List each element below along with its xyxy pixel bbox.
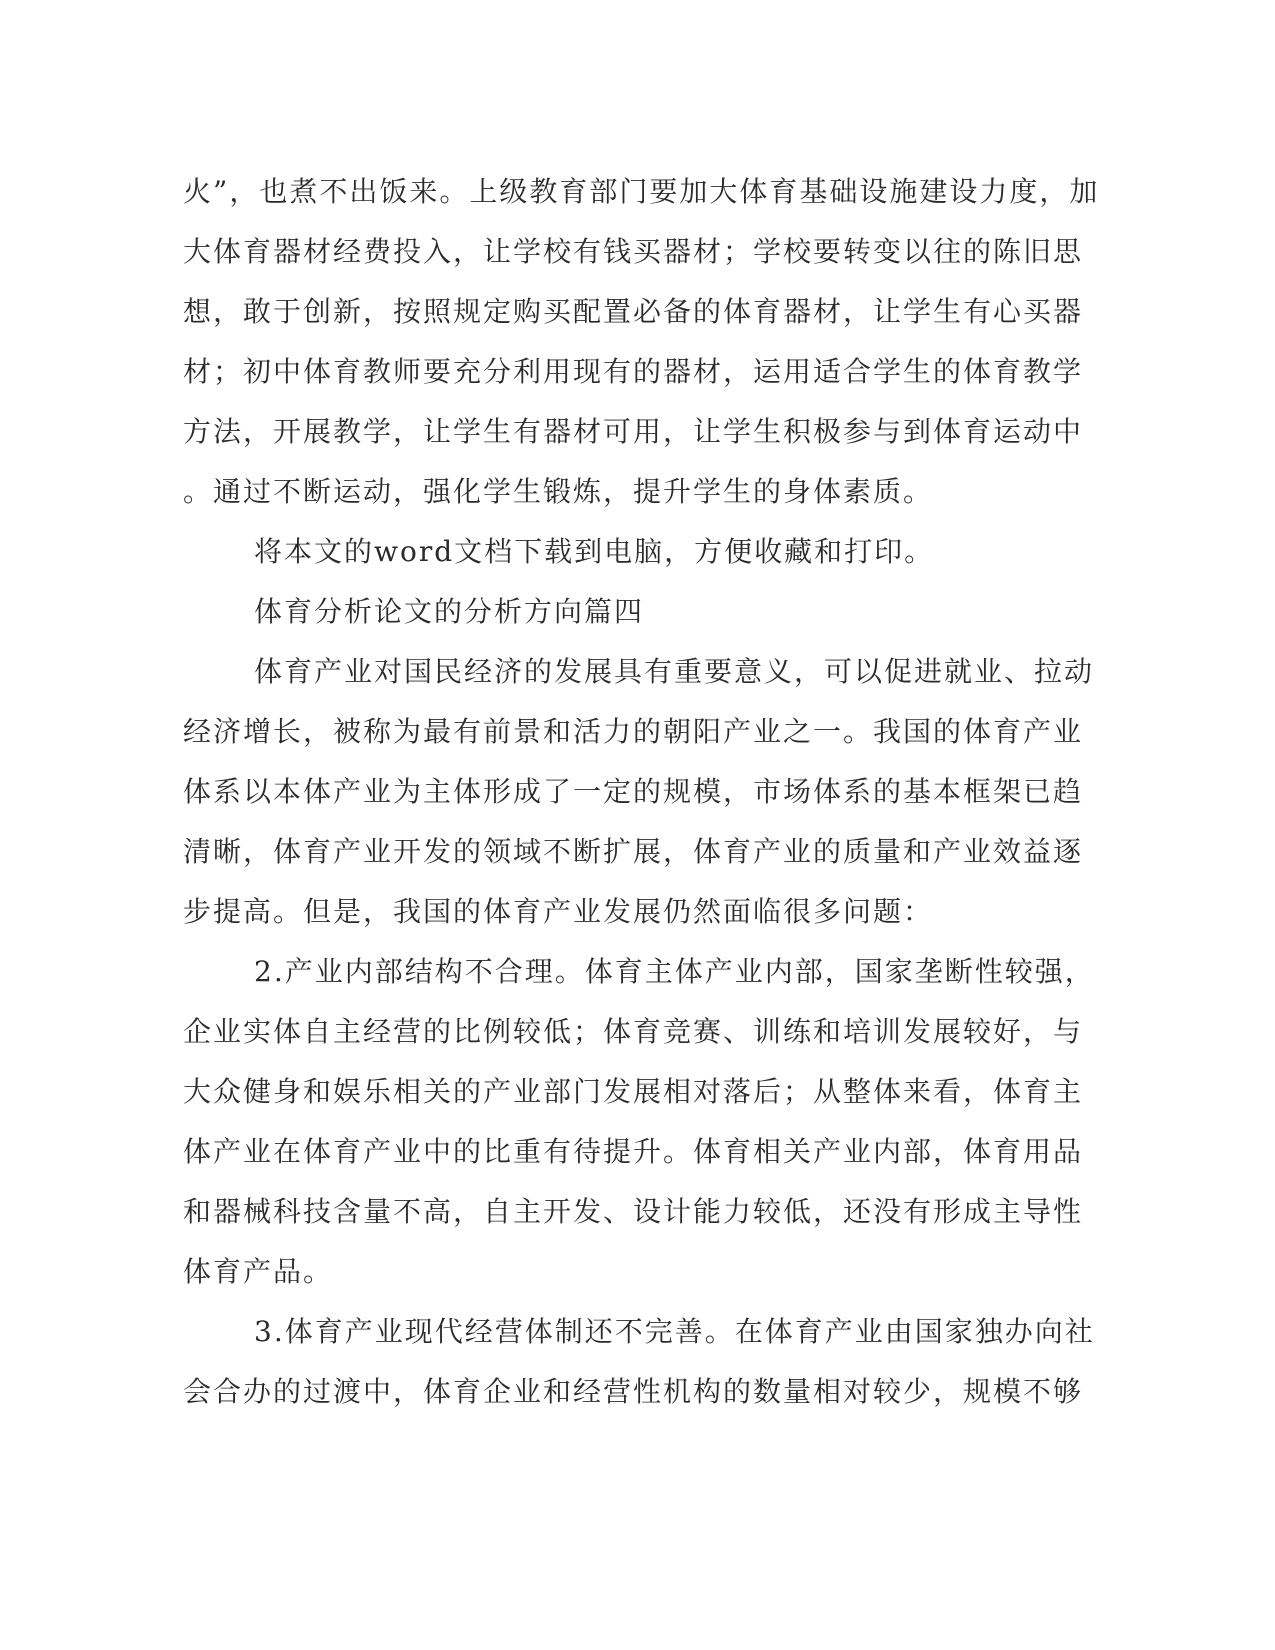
text-line: 方法，开展教学，让学生有器材可用，让学生积极参与到体育运动中 <box>183 415 1084 448</box>
document-body <box>183 162 1100 1422</box>
download-notice: 将本文的word文档下载到电脑，方便收藏和打印。 <box>254 535 935 568</box>
paragraph-start: 体育产业对国民经济的发展具有重要意义，可以促进就业、拉动 <box>254 655 1095 688</box>
text-line: 会合办的过渡中，体育企业和经营性机构的数量相对较少，规模不够 <box>183 1375 1084 1408</box>
text-line: 步提高。但是，我国的体育产业发展仍然面临很多问题： <box>183 895 934 928</box>
paragraph-start: 2.产业内部结构不合理。体育主体产业内部，国家垄断性较强， <box>254 955 1095 988</box>
text-line: 体育产品。 <box>183 1255 334 1288</box>
text-line: 企业实体自主经营的比例较低；体育竞赛、训练和培训发展较好，与 <box>183 1015 1084 1048</box>
text-line: 大众健身和娱乐相关的产业部门发展相对落后；从整体来看，体育主 <box>183 1075 1084 1108</box>
section-heading: 体育分析论文的分析方向篇四 <box>254 595 645 628</box>
text-line: 和器械科技含量不高，自主开发、设计能力较低，还没有形成主导性 <box>183 1195 1084 1228</box>
text-line: 清晰，体育产业开发的领域不断扩展，体育产业的质量和产业效益逐 <box>183 835 1084 868</box>
text-line: 经济增长，被称为最有前景和活力的朝阳产业之一。我国的体育产业 <box>183 715 1084 748</box>
text-line: 体产业在体育产业中的比重有待提升。体育相关产业内部，体育用品 <box>183 1135 1084 1168</box>
text-line: 大体育器材经费投入，让学校有钱买器材；学校要转变以往的陈旧思 <box>183 235 1084 268</box>
text-line: 想，敢于创新，按照规定购买配置必备的体育器材，让学生有心买器 <box>183 295 1084 328</box>
text-line: 材；初中体育教师要充分利用现有的器材，运用适合学生的体育教学 <box>183 355 1084 388</box>
paragraph-start: 3.体育产业现代经营体制还不完善。在体育产业由国家独办向社 <box>254 1315 1095 1348</box>
text-line: 火”，也煮不出饭来。上级教育部门要加大体育基础设施建设力度，加 <box>183 175 1100 208</box>
text-line: 。通过不断运动，强化学生锻炼，提升学生的身体素质。 <box>183 475 934 508</box>
text-line: 体系以本体产业为主体形成了一定的规模，市场体系的基本框架已趋 <box>183 775 1084 808</box>
